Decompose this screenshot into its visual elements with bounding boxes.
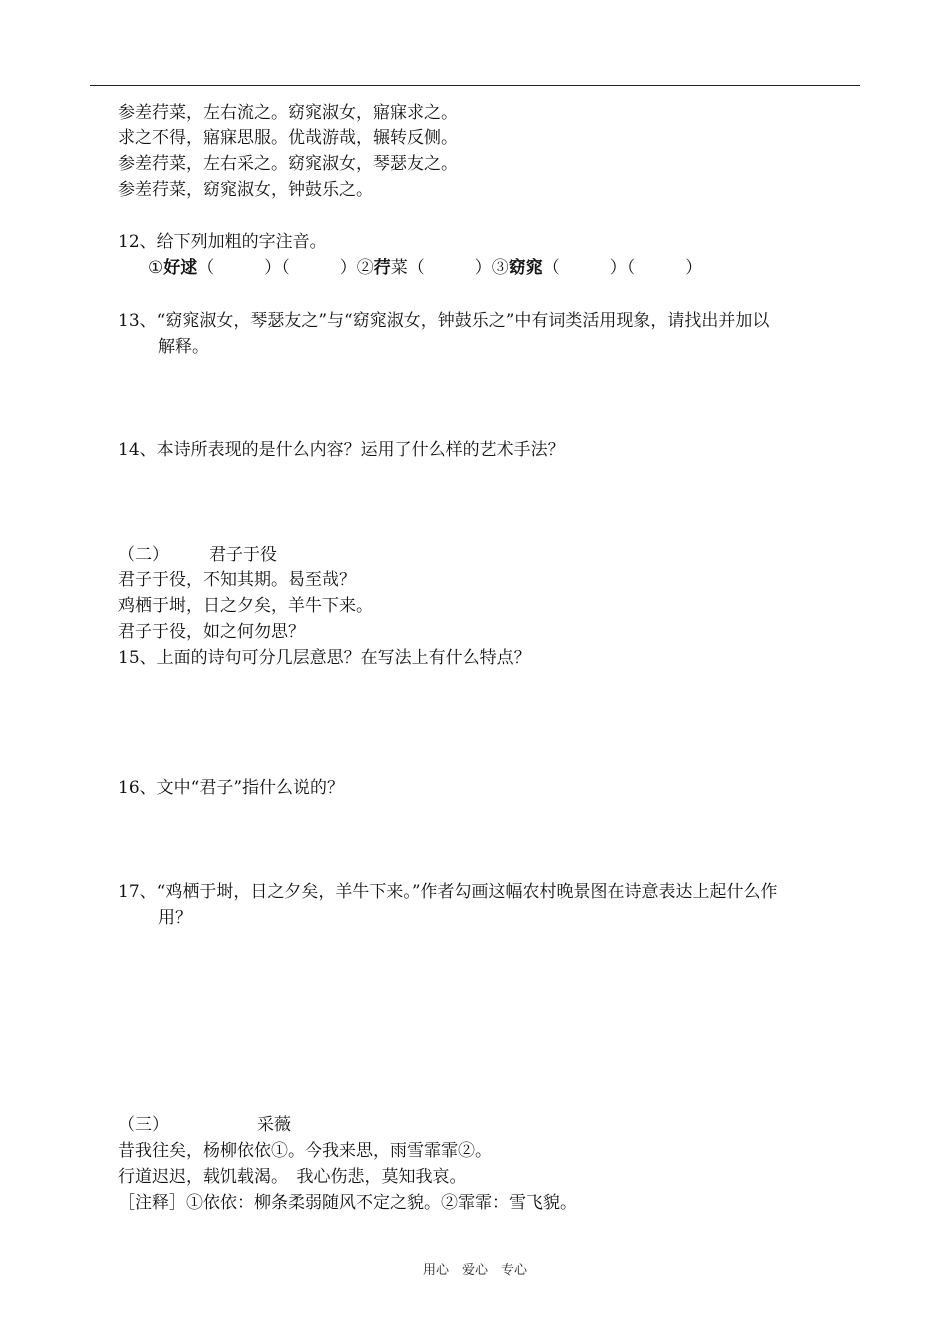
blank-2-close: ） (474, 258, 492, 278)
item-3-number: ③ (491, 258, 509, 278)
page-footer: 用心 爱心 专心 (422, 1263, 527, 1278)
blank-3b-close: ） (685, 258, 703, 278)
blank-1a-close: ） (264, 258, 282, 278)
poem1-line-1: 参差荇菜，左右流之。窈窕淑女，寤寐求之。 (118, 103, 458, 123)
blank-3a-close: ） (609, 258, 627, 278)
question-12-items (148, 256, 702, 280)
blank-1a-open: （ (197, 258, 215, 278)
question-12-stem: 12、给下列加粗的字注音。 (118, 232, 327, 252)
blank-2-open: （ (407, 258, 425, 278)
item-1-number: ① (148, 258, 164, 278)
question-17-line-2: 用？ (158, 908, 192, 928)
item-1-word: 好逑 (163, 258, 198, 278)
blank-1b-open: （ (281, 258, 290, 278)
item-2-word: 荇 (373, 258, 391, 278)
item-3-word: 窈窕 (508, 258, 543, 278)
section-2-line-2: 鸡栖于埘，日之夕矣，羊牛下来。 (118, 596, 373, 616)
question-17-line-1: 17、“鸡栖于埘，日之夕矣，羊牛下来。”作者勾画这幅农村晚景图在诗意表达上起什么作 (118, 882, 778, 902)
header-rule (90, 85, 860, 86)
section-3-heading (118, 1113, 291, 1137)
section-2-label: （二） (118, 545, 169, 565)
question-15: 15、上面的诗句可分几层意思？在写法上有什么特点？ (118, 648, 531, 668)
section-3-note: ［注释］①依依：柳条柔弱随风不定之貌。②霏霏：雪飞貌。 (118, 1193, 577, 1213)
question-13-line-2: 解释。 (158, 337, 209, 357)
item-2-rest: 菜 (390, 258, 408, 278)
section-2-title: 君子于役 (209, 545, 277, 565)
question-16: 16、文中“君子”指什么说的？ (118, 778, 345, 798)
section-2-line-3: 君子于役，如之何勿思？ (118, 622, 305, 642)
section-3-line-2: 行道迟迟，载饥载渴。 我心伤悲，莫知我哀。 (118, 1167, 467, 1187)
poem1-line-3: 参差荇菜，左右采之。窈窕淑女，琴瑟友之。 (118, 154, 458, 174)
item-2-number: ② (356, 258, 374, 278)
question-14: 14、本诗所表现的是什么内容？运用了什么样的艺术手法？ (118, 440, 565, 460)
section-2-line-1: 君子于役，不知其期。曷至哉？ (118, 570, 356, 590)
section-2-heading (118, 543, 277, 567)
blank-3a-open: （ (542, 258, 560, 278)
section-3-label: （三） (118, 1115, 169, 1135)
question-13-line-1: 13、“窈窕淑女，琴瑟友之”与“窈窕淑女，钟鼓乐之”中有词类活用现象，请找出并加以 (118, 311, 770, 331)
poem1-line-4: 参差荇菜，窈窕淑女，钟鼓乐之。 (118, 180, 373, 200)
poem1-line-2: 求之不得，寤寐思服。优哉游哉，辗转反侧。 (118, 128, 458, 148)
section-3-title: 采薇 (257, 1115, 291, 1135)
section-3-line-1: 昔我往矣，杨柳依依①。今我来思，雨雪霏霏②。 (118, 1141, 492, 1161)
blank-1b-close: ） (339, 258, 357, 278)
blank-3b-open: （ (626, 258, 636, 278)
